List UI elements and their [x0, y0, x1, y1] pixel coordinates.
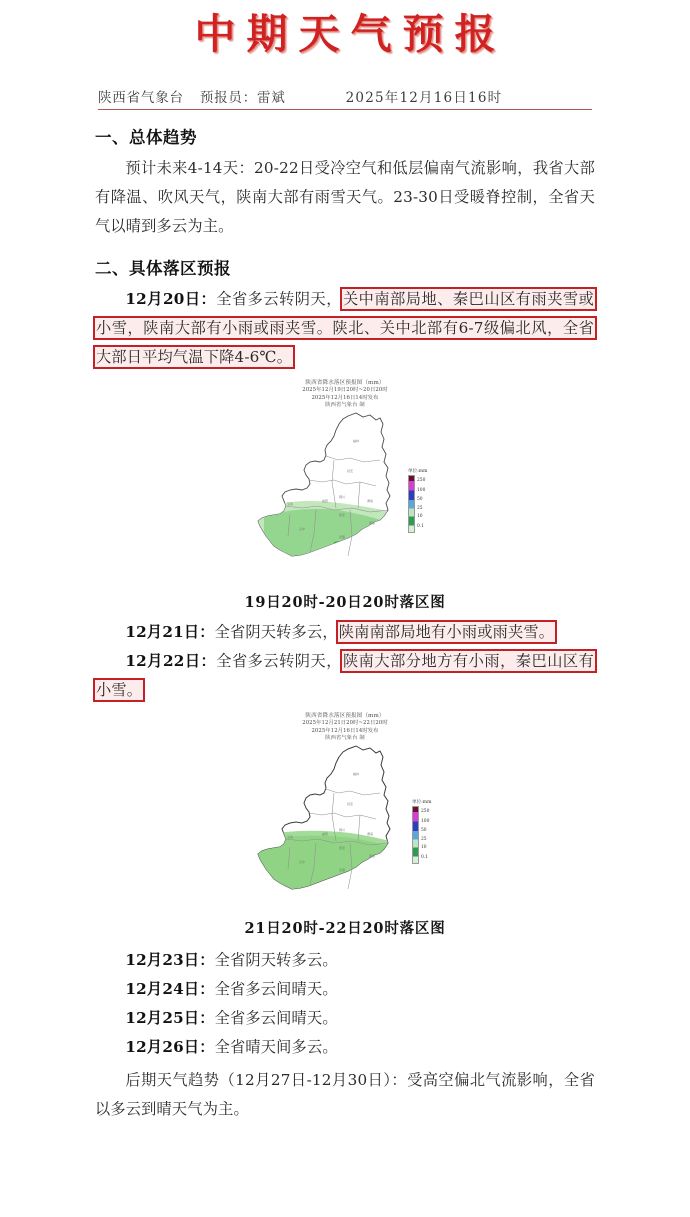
svg-text:商洛: 商洛 [368, 853, 376, 858]
legend-tick-2-1: 100 [421, 818, 430, 824]
forecast-line-dec26 [95, 1033, 595, 1062]
overview-paragraph: 预计未来4-14天：20-22日受冷空气和低层偏南气流影响，我省大部有降温、吹风天气，陕南大部有雨雪天气。23-30日受暖脊控制，全省天气以晴到多云为主。 [95, 159, 595, 235]
outlook-paragraph: 后期天气趋势（12月27日-12月30日）：受高空偏北气流影响，全省以多云到晴天气为主。 [95, 1071, 595, 1118]
legend-title-2: 单位:mm [412, 799, 432, 805]
section-heading-overview: 一、总体趋势 [95, 128, 197, 147]
legend-tick-2-3: 25 [421, 837, 427, 843]
svg-text:渭南: 渭南 [366, 831, 374, 836]
svg-text:西安: 西安 [338, 845, 346, 850]
legend-colorbar-2 [412, 806, 419, 864]
forecast-line-dec25 [95, 1004, 595, 1033]
forecast-date-dec25: 12月25日： [125, 1009, 215, 1027]
map-period-2: 2025年12月21日20时~22日20时 [302, 720, 388, 727]
map-producer-1: 陕西省气象台 制 [325, 402, 365, 409]
forecast-date-dec20: 12月20日： [125, 290, 217, 308]
legend-tick-1-0: 250 [417, 477, 426, 483]
precip-map-figure-2 [230, 711, 460, 916]
forecast-line-dec20 [95, 285, 595, 372]
forecast-highlight-dec22: 陕南大部分地方有小雨，秦巴山区有小雪。 [96, 652, 595, 699]
precip-map-figure-1 [230, 378, 460, 590]
map-legend-2 [412, 799, 442, 864]
map-caption-1: 19日20时-20日20时落区图 [244, 594, 446, 611]
forecast-date-dec26: 12月26日： [125, 1038, 215, 1056]
forecast-date-dec23: 12月23日： [125, 951, 215, 969]
map-label-shangluo: 商洛 [368, 520, 376, 525]
forecast-text-dec21-plain: 全省阴天转多云， [214, 623, 338, 641]
legend-tick-1-4: 10 [417, 514, 423, 520]
issuing-office: 陕西省气象台 [98, 90, 184, 106]
svg-text:延安: 延安 [346, 801, 354, 806]
forecast-highlight-dec21: 陕南南部局地有小雨或雨夹雪。 [338, 623, 555, 641]
svg-text:咸阳: 咸阳 [321, 831, 329, 836]
precip-map-block-1 [95, 378, 595, 612]
forecast-text-dec24: 全省多云间晴天。 [214, 980, 338, 998]
map-label-xianyang: 咸阳 [321, 498, 329, 503]
svg-text:安康: 安康 [338, 867, 346, 872]
map-issued-2: 2025年12月16日14时发布 [311, 727, 379, 734]
forecast-text-dec22-plain: 全省多云转阴天， [216, 652, 342, 670]
legend-colorbar-1 [408, 475, 415, 533]
byline [98, 86, 592, 106]
map-legend-1 [408, 468, 438, 533]
map-label-tongchuan: 铜川 [338, 494, 346, 499]
map-label-ankang: 安康 [338, 534, 346, 539]
legend-tick-1-5: 0.1 [417, 523, 424, 529]
forecast-text-dec20-plain: 全省多云转阴天， [216, 290, 342, 308]
map-title-1: 陕西省降水落区预报图（mm） [305, 380, 385, 386]
legend-tick-1-2: 50 [417, 497, 423, 503]
forecaster-name: 预报员：雷斌 [199, 90, 286, 106]
map-header-2 [230, 711, 460, 743]
issue-datetime: 2025年12月16日16时 [345, 90, 503, 106]
forecast-text-dec26: 全省晴天间多云。 [214, 1038, 338, 1056]
map-label-yanan: 延安 [346, 468, 354, 473]
map-caption-2: 21日20时-22日20时落区图 [244, 920, 446, 937]
map-issued-1: 2025年12月16日14时发布 [311, 394, 379, 401]
precip-map-block-2 [95, 711, 595, 938]
svg-text:铜川: 铜川 [338, 827, 346, 832]
map-title-2: 陕西省降水落区预报图（mm） [305, 713, 385, 719]
legend-tick-2-0: 250 [421, 808, 430, 814]
map-producer-2: 陕西省气象台 制 [325, 735, 365, 742]
forecast-line-dec21 [95, 618, 595, 647]
legend-tick-2-5: 0.1 [421, 854, 428, 860]
map-label-xian: 西安 [338, 512, 346, 517]
byline-rule [98, 86, 592, 110]
map-canvas-1 [230, 410, 460, 578]
masthead [0, 0, 690, 76]
forecast-text-dec23: 全省阴天转多云。 [214, 951, 338, 969]
legend-ticks-2 [421, 806, 439, 864]
legend-tick-1-1: 100 [417, 487, 426, 493]
document-body [0, 124, 690, 1124]
forecast-date-dec24: 12月24日： [125, 980, 215, 998]
legend-tick-2-2: 50 [421, 828, 427, 834]
map-label-baoji: 宝鸡 [286, 501, 294, 506]
forecast-line-dec23 [95, 946, 595, 975]
document-title: 中期天气预报 [194, 10, 507, 58]
map-label-yulin: 榆林 [352, 438, 360, 443]
forecast-highlight-dec20: 关中南部局地、秦巴山区有雨夹雪或小雪，陕南大部有小雨或雨夹雪。陕北、关中北部有6-7级偏北风，全省大部日平均气温下降4-6℃。 [96, 290, 595, 366]
legend-tick-2-4: 10 [421, 845, 427, 851]
forecast-date-dec21: 12月21日： [125, 623, 215, 641]
legend-ticks-1 [417, 475, 435, 533]
forecast-date-dec22: 12月22日： [125, 652, 217, 670]
map-label-hanzhong: 汉中 [298, 526, 306, 531]
map-canvas-2 [230, 743, 460, 911]
map-period-1: 2025年12月19日20时~20日20时 [302, 387, 388, 394]
map-header-1 [230, 378, 460, 410]
forecast-line-dec22 [95, 647, 595, 705]
legend-tick-1-3: 25 [417, 506, 423, 512]
section-heading-detail: 二、具体落区预报 [95, 259, 231, 278]
svg-text:汉中: 汉中 [298, 859, 306, 864]
forecast-line-dec24 [95, 975, 595, 1004]
svg-text:宝鸡: 宝鸡 [286, 834, 294, 839]
svg-text:榆林: 榆林 [352, 771, 360, 776]
forecast-text-dec25: 全省多云间晴天。 [214, 1009, 338, 1027]
legend-title-1: 单位:mm [408, 468, 428, 474]
map-label-weinan: 渭南 [366, 498, 374, 503]
